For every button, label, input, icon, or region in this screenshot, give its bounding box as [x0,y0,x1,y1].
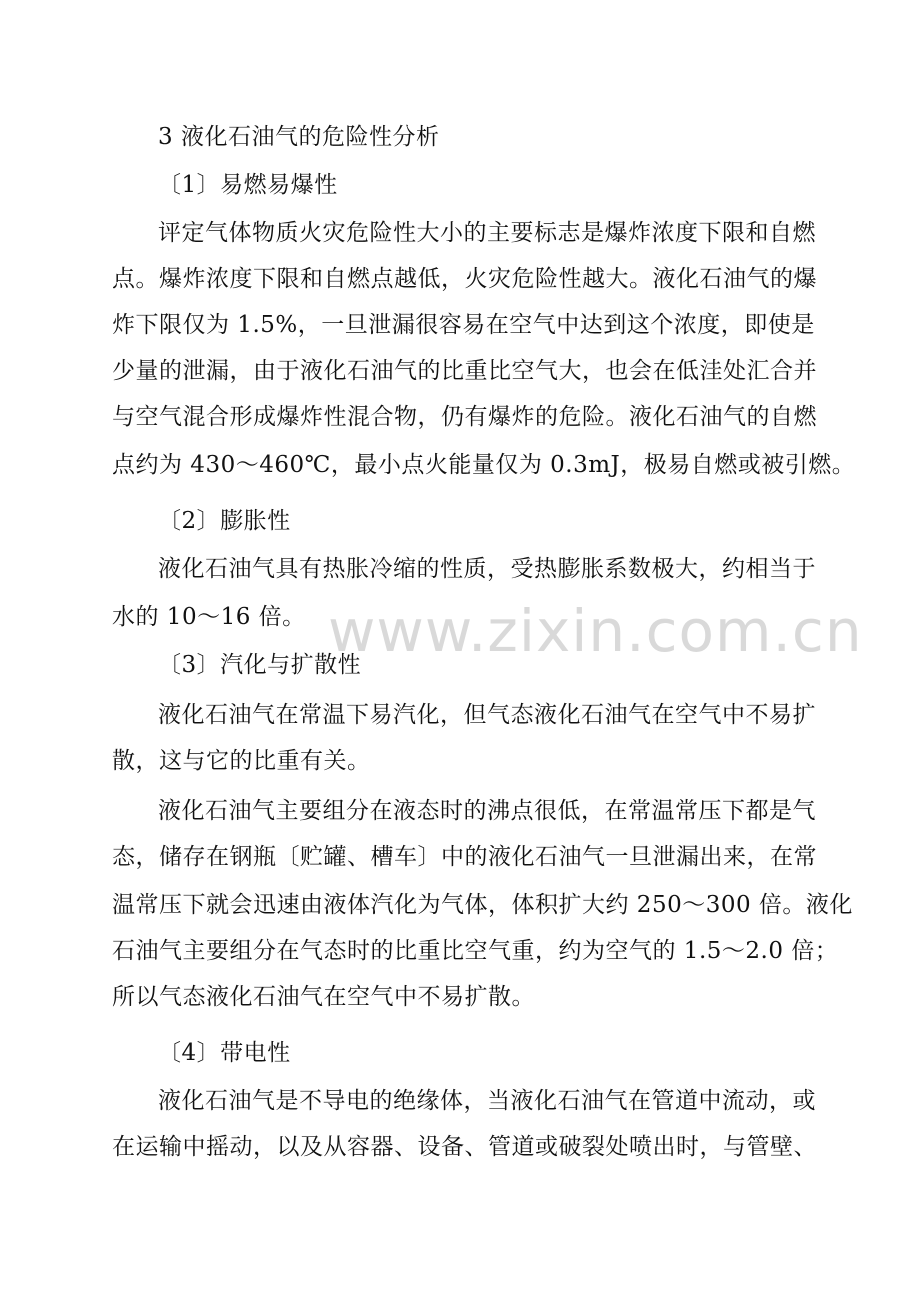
paragraph-line: 液化石油气具有热胀冷缩的性质，受热膨胀系数极大，约相当于 [158,556,816,582]
paragraph-line: 少量的泄漏，由于液化石油气的比重比空气大，也会在低洼处汇合并 [112,358,817,384]
paragraph-line: 在运输中摇动，以及从容器、设备、管道或破裂处喷出时，与管壁、 [112,1134,817,1160]
subheading-flammability: 〔1〕易燃易爆性 [158,172,338,198]
paragraph-line: 炸下限仅为 1.5%，一旦泄漏很容易在空气中达到这个浓度，即使是 [112,312,815,338]
paragraph-line: 散，这与它的比重有关。 [112,748,371,774]
paragraph-line: 评定气体物质火灾危险性大小的主要标志是爆炸浓度下限和自燃 [158,220,816,246]
watermark: www.zixin.com.cn [328,597,863,665]
paragraph-line: 液化石油气主要组分在液态时的沸点很低，在常温常压下都是气 [158,798,816,824]
subheading-expansion: 〔2〕膨胀性 [158,508,291,534]
paragraph-line: 石油气主要组分在气态时的比重比空气重，约为空气的 1.5～2.0 倍； [112,938,839,964]
paragraph-line: 与空气混合形成爆炸性混合物，仍有爆炸的危险。液化石油气的自燃 [112,404,817,430]
subheading-vaporization: 〔3〕汽化与扩散性 [158,652,362,678]
paragraph-line: 态，储存在钢瓶〔贮罐、槽车〕中的液化石油气一旦泄漏出来，在常 [112,844,817,870]
paragraph-line: 液化石油气在常温下易汽化，但气态液化石油气在空气中不易扩 [158,702,816,728]
paragraph-line: 温常压下就会迅速由液体汽化为气体，体积扩大约 250～300 倍。液化 [112,892,853,918]
subheading-charge: 〔4〕带电性 [158,1040,291,1066]
section-heading: 3 液化石油气的危险性分析 [158,124,440,150]
paragraph-line: 点。爆炸浓度下限和自燃点越低，火灾危险性越大。液化石油气的爆 [112,266,817,292]
paragraph-line: 点约为 430～460℃，最小点火能量仅为 0.3mJ，极易自燃或被引燃。 [112,452,856,478]
paragraph-line: 液化石油气是不导电的绝缘体，当液化石油气在管道中流动，或 [158,1088,816,1114]
paragraph-line: 水的 10～16 倍。 [112,604,306,630]
paragraph-line: 所以气态液化石油气在空气中不易扩散。 [112,984,535,1010]
